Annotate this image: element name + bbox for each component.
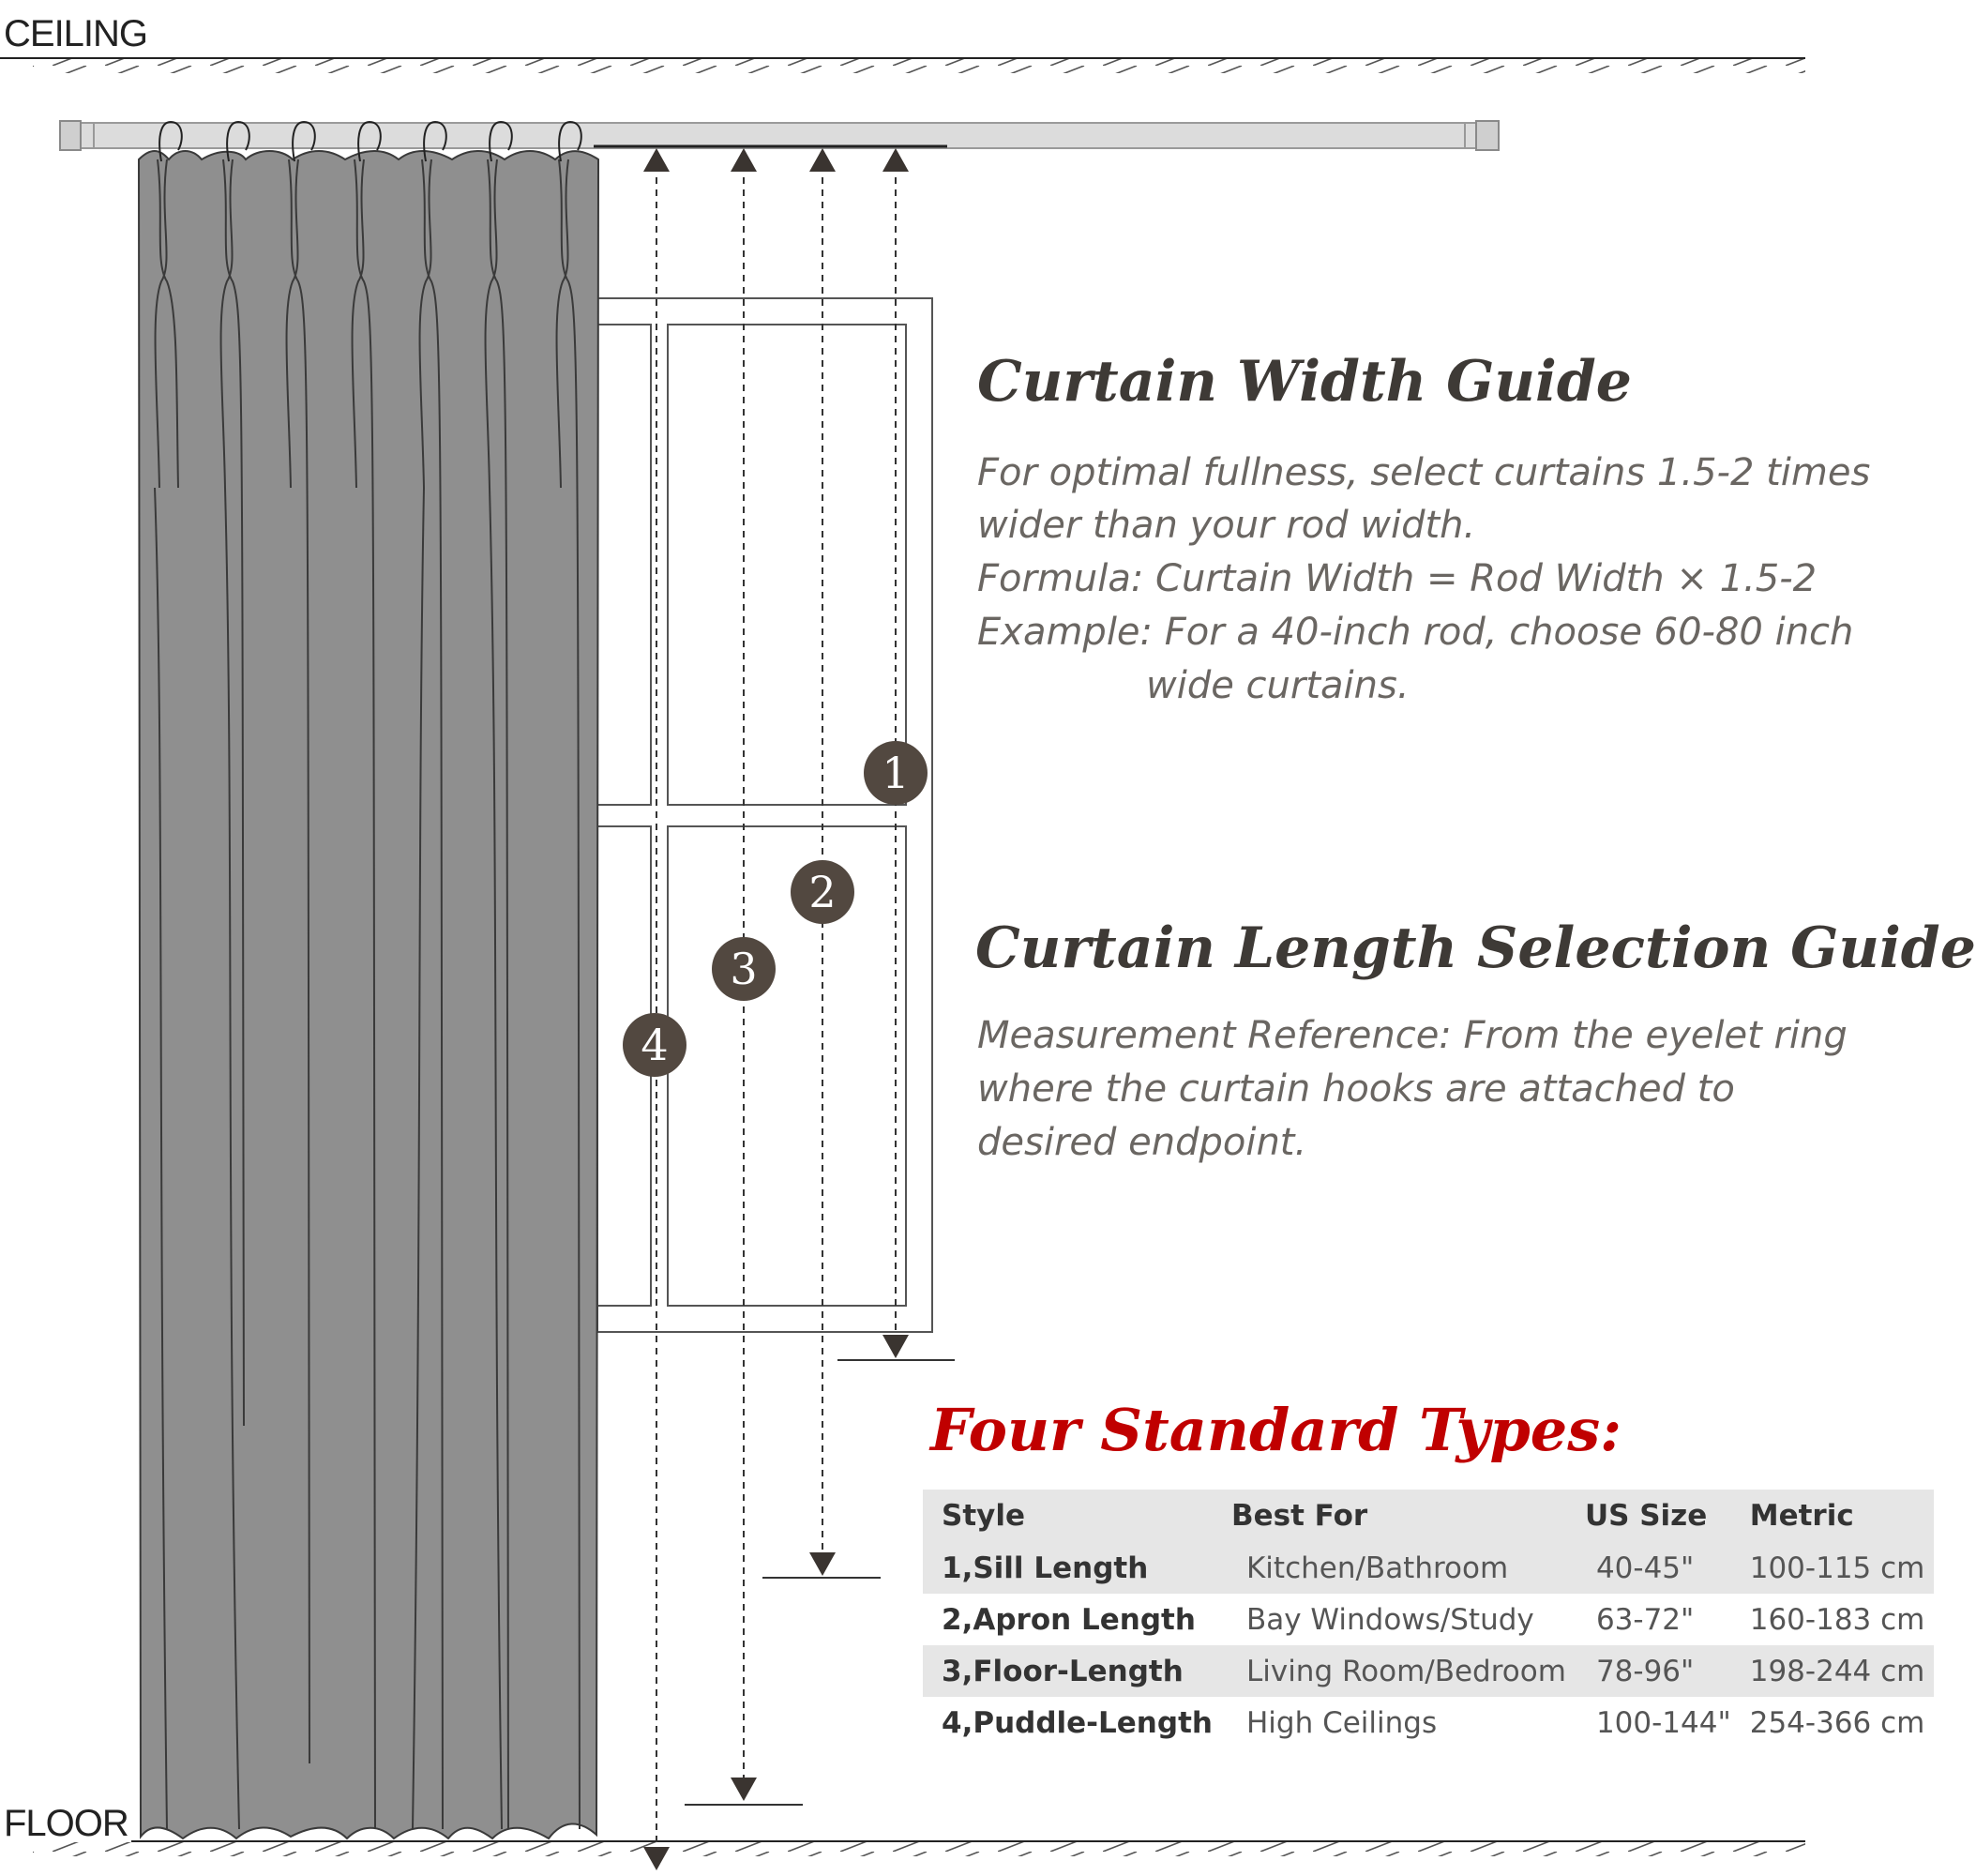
marker-3 (712, 937, 776, 1001)
row-best-for: Bay Windows/Study (1245, 1602, 1534, 1637)
row-metric: 198-244 cm (1731, 1645, 1935, 1697)
row-style: 3,Floor-Length (923, 1645, 1213, 1697)
table-row (923, 1697, 1934, 1748)
width-guide-line-2: wider than your rod width. (977, 504, 1476, 547)
table-row (923, 1645, 1934, 1697)
ceiling-line (0, 58, 1805, 73)
floor-line (33, 1841, 1805, 1856)
row-us-size: 100-144" (1595, 1705, 1731, 1740)
measurement-arrow-4 (643, 148, 670, 1870)
window-frame (597, 298, 932, 1332)
row-metric: 254-366 cm (1749, 1705, 1925, 1740)
size-table (923, 1490, 1934, 1748)
types-title: Four Standard Types: (930, 1396, 1622, 1464)
width-guide-formula: Formula: Curtain Width = Rod Width × 1.5-2 (977, 557, 1818, 600)
row-best-for: High Ceilings (1245, 1705, 1438, 1740)
width-guide-example: Example: For a 40-inch rod, choose 60-80 inch (977, 611, 1854, 654)
width-guide-example-cont: wide curtains. (1146, 664, 1410, 707)
row-best-for: Living Room/Bedroom (1213, 1645, 1566, 1697)
length-guide-line-3: desired endpoint. (977, 1121, 1307, 1164)
length-guide-line-1: Measurement Reference: From the eyelet ring (977, 1014, 1848, 1057)
curtain-panel (139, 122, 598, 1838)
table-row (923, 1542, 1934, 1594)
row-style: 1,Sill Length (923, 1542, 1213, 1594)
svg-text:4: 4 (641, 1020, 669, 1070)
header-style: Style (923, 1490, 1213, 1542)
ceiling-label: CEILING (4, 13, 148, 54)
length-guide-title: Curtain Length Selection Guide (975, 915, 1976, 981)
row-style: 4,Puddle-Length (942, 1705, 1213, 1740)
table-row (923, 1594, 1934, 1645)
width-guide-title: Curtain Width Guide (977, 349, 1632, 415)
length-guide-line-2: where the curtain hooks are attached to (977, 1067, 1735, 1111)
row-us-size: 40-45" (1566, 1542, 1731, 1594)
header-best-for: Best For (1213, 1490, 1566, 1542)
floor-label: FLOOR (4, 1803, 128, 1844)
svg-text:1: 1 (882, 748, 910, 798)
row-best-for: Kitchen/Bathroom (1213, 1542, 1566, 1594)
marker-1 (864, 741, 928, 805)
row-style: 2,Apron Length (942, 1602, 1196, 1637)
row-us-size: 63-72" (1595, 1602, 1695, 1637)
table-header-row (923, 1490, 1934, 1542)
marker-4 (623, 1013, 686, 1077)
width-guide-line-1: For optimal fullness, select curtains 1.5-2 times (977, 451, 1871, 494)
row-metric: 160-183 cm (1749, 1602, 1925, 1637)
row-metric: 100-115 cm (1731, 1542, 1935, 1594)
svg-text:3: 3 (730, 944, 758, 994)
marker-2 (791, 860, 854, 924)
svg-text:2: 2 (808, 867, 837, 917)
curtain-rod (60, 121, 1499, 150)
row-us-size: 78-96" (1566, 1645, 1731, 1697)
header-us-size: US Size (1566, 1490, 1731, 1542)
header-metric: Metric (1731, 1490, 1935, 1542)
